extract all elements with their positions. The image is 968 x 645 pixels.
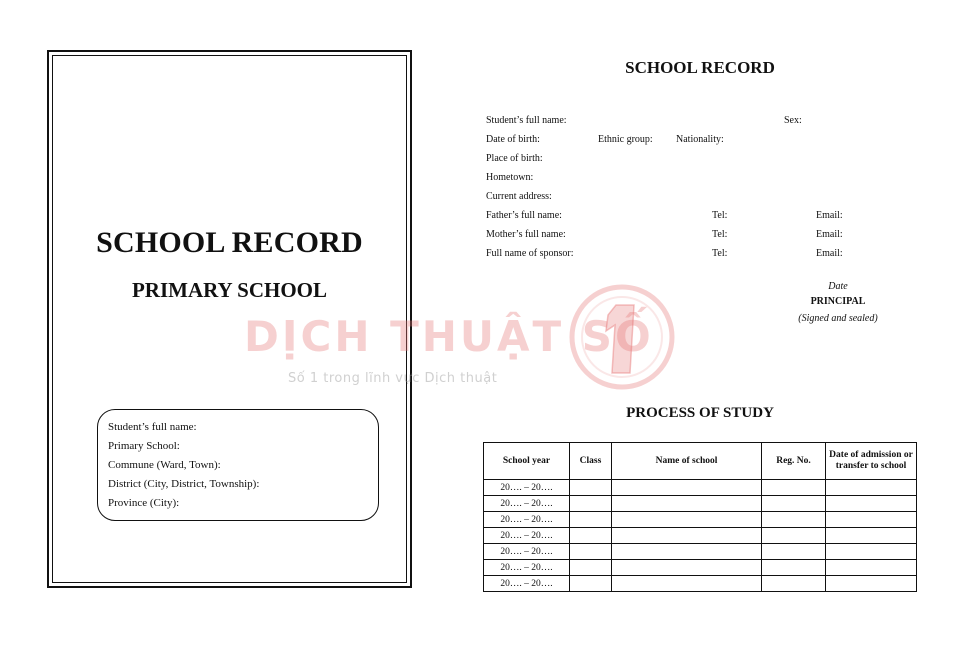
sponsor-email-label: Email: — [816, 248, 843, 259]
current-address-label: Current address: — [486, 191, 552, 202]
school-year-cell: 20…. – 20…. — [484, 480, 570, 496]
school-name-cell[interactable] — [612, 480, 762, 496]
table-row — [484, 480, 917, 496]
school-name-cell[interactable] — [612, 576, 762, 592]
school-name-cell[interactable] — [612, 512, 762, 528]
class-cell[interactable] — [570, 544, 612, 560]
school-year-cell: 20…. – 20…. — [484, 512, 570, 528]
reg-no-cell[interactable] — [762, 480, 826, 496]
class-cell[interactable] — [570, 560, 612, 576]
table-row — [484, 544, 917, 560]
nationality-label: Nationality: — [676, 134, 724, 145]
school-name-cell[interactable] — [612, 560, 762, 576]
school-year-cell: 20…. – 20…. — [484, 496, 570, 512]
signature-note: (Signed and sealed) — [798, 313, 878, 324]
cover-title: SCHOOL RECORD — [96, 226, 363, 259]
school-year-cell: 20…. – 20…. — [484, 560, 570, 576]
school-name-cell[interactable] — [612, 528, 762, 544]
watermark-brand: DỊCH THUẬT SỐ — [244, 312, 654, 361]
cover-province-field: Province (City): — [108, 497, 180, 509]
class-cell[interactable] — [570, 528, 612, 544]
col-class: Class — [570, 443, 612, 480]
admission-date-cell[interactable] — [826, 512, 917, 528]
school-year-cell: 20…. – 20…. — [484, 544, 570, 560]
watermark-tagline: Số 1 trong lĩnh vực Dịch thuật — [288, 371, 498, 386]
study-table-header — [484, 443, 917, 480]
father-tel-label: Tel: — [712, 210, 728, 221]
birthplace-label: Place of birth: — [486, 153, 543, 164]
admission-date-cell[interactable] — [826, 528, 917, 544]
table-row — [484, 496, 917, 512]
admission-date-cell[interactable] — [826, 496, 917, 512]
reg-no-cell[interactable] — [762, 496, 826, 512]
cover-info-box — [97, 409, 379, 521]
class-cell[interactable] — [570, 576, 612, 592]
reg-no-cell[interactable] — [762, 544, 826, 560]
reg-no-cell[interactable] — [762, 560, 826, 576]
table-row — [484, 528, 917, 544]
cover-commune-field: Commune (Ward, Town): — [108, 459, 221, 471]
table-row — [484, 560, 917, 576]
col-reg-no: Reg. No. — [762, 443, 826, 480]
hometown-label: Hometown: — [486, 172, 534, 183]
student-name-label: Student’s full name: — [486, 115, 567, 126]
table-row — [484, 512, 917, 528]
admission-date-cell[interactable] — [826, 576, 917, 592]
cover-primary-school-field: Primary School: — [108, 440, 180, 452]
father-email-label: Email: — [816, 210, 843, 221]
cover-subtitle: PRIMARY SCHOOL — [131, 278, 328, 302]
school-year-cell: 20…. – 20…. — [484, 576, 570, 592]
father-name-label: Father’s full name: — [486, 210, 562, 221]
class-cell[interactable] — [570, 512, 612, 528]
col-school-name: Name of school — [612, 443, 762, 480]
cover-student-name-field: Student’s full name: — [108, 421, 197, 433]
col-admission-date: Date of admission or transfer to school — [826, 443, 917, 480]
table-row — [484, 576, 917, 592]
sponsor-tel-label: Tel: — [712, 248, 728, 259]
study-table — [483, 442, 917, 592]
admission-date-cell[interactable] — [826, 544, 917, 560]
admission-date-cell[interactable] — [826, 480, 917, 496]
school-name-cell[interactable] — [612, 544, 762, 560]
mother-email-label: Email: — [816, 229, 843, 240]
signature-role: PRINCIPAL — [810, 296, 866, 307]
class-cell[interactable] — [570, 480, 612, 496]
reg-no-cell[interactable] — [762, 576, 826, 592]
signature-date: Date — [828, 281, 848, 292]
admission-date-cell[interactable] — [826, 560, 917, 576]
study-section-title: PROCESS OF STUDY — [626, 405, 774, 421]
dob-label: Date of birth: — [486, 134, 540, 145]
cover-district-field: District (City, District, Township): — [108, 478, 260, 490]
reg-no-cell[interactable] — [762, 512, 826, 528]
school-year-cell: 20…. – 20…. — [484, 528, 570, 544]
class-cell[interactable] — [570, 496, 612, 512]
school-name-cell[interactable] — [612, 496, 762, 512]
sponsor-name-label: Full name of sponsor: — [486, 248, 574, 259]
sex-label: Sex: — [784, 115, 802, 126]
col-school-year: School year — [484, 443, 570, 480]
ethnic-group-label: Ethnic group: — [598, 134, 653, 145]
mother-tel-label: Tel: — [712, 229, 728, 240]
mother-name-label: Mother’s full name: — [486, 229, 566, 240]
reg-no-cell[interactable] — [762, 528, 826, 544]
record-title: SCHOOL RECORD — [625, 58, 775, 77]
